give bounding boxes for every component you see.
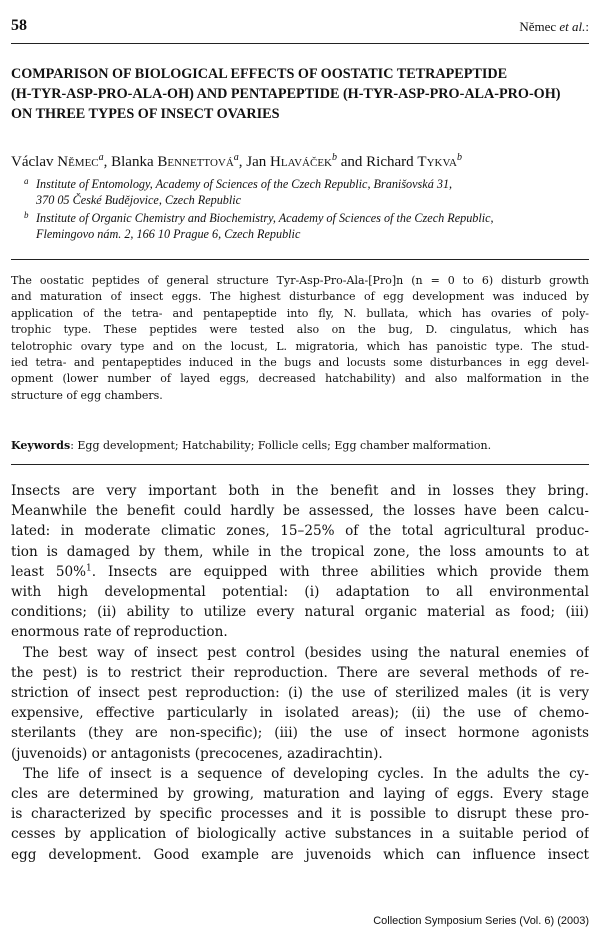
author-list: Václav Němec$^a$, Blanka Bennettová$^a$, Jan Hlaváček$^b$ and Richard Tykva$^b$ <box>11 152 462 170</box>
body-line: egg development. Good example are juvenoids which can influence insect <box>11 846 589 863</box>
author: Václav Němec$^a$ <box>11 152 104 170</box>
title-line: (H-TYR-ASP-PRO-ALA-OH) AND PENTAPEPTIDE (H-TYR-ASP-PRO-ALA-PRO-OH) <box>11 86 561 102</box>
body-line: lated: in moderate climatic zones, 15–25% of the total agricultural produc- <box>11 523 589 540</box>
abstract-line: and maturation of insect eggs. The highest disturbance of egg development was induced by <box>11 290 589 304</box>
abstract-line: opment (lower number of layed eggs, decreased hatchability) and also malformation in the <box>11 372 589 386</box>
body-line: tion is damaged by them, while in the tropical zone, the loss amounts to at <box>11 543 589 560</box>
body-line: the pest) is to restrict their reproduction. There are several methods of re- <box>11 664 589 681</box>
page-header <box>11 15 589 41</box>
body-line: (juvenoids) or antagonists (precocenes, azadirachtin). <box>11 745 383 762</box>
abstract-line: structure of egg chambers. <box>11 388 163 402</box>
header-rule <box>11 43 589 44</box>
abstract-line: ied tetra- and pentapeptides induced in the bugs and locusts some disturbances in egg devel- <box>11 356 589 370</box>
page-number: 58 <box>11 17 27 34</box>
abstract <box>11 273 589 404</box>
body-line: striction of insect pest reproduction: (i) the use of sterilized males (it is very <box>11 685 589 702</box>
abstract-line: trophic type. These peptides were tested also on the bug, D. cingulatus, which has <box>11 323 589 337</box>
body-line: The life of insect is a sequence of developing cycles. In the adults the cy- <box>23 765 589 782</box>
abstract-line: telotrophic ovary type and on the locust, L. migratoria, which has panoistic type. The stud- <box>11 339 589 353</box>
abstract-line: The oostatic peptides of general structure Tyr-Asp-Pro-Ala-[Pro]n (n = 0 to 6) disturb growth <box>11 274 589 287</box>
body-line: Meanwhile the benefit could hardly be assessed, the losses have been calcu- <box>11 503 589 520</box>
body-line: conditions; (ii) ability to utilize every natural organic material as food; (iii) <box>11 604 589 621</box>
title-line: ON THREE TYPES OF INSECT OVARIES <box>11 106 280 122</box>
author: Blanka Bennettová$^a$ <box>111 152 239 170</box>
keywords: Keywords: Egg development; Hatchability; Follicle cells; Egg chamber malformation. <box>11 439 492 452</box>
body-text <box>11 481 589 865</box>
abstract-line: application of the tetra- and pentapeptide into fly, N. bullata, which has ovaries of poly- <box>11 306 589 320</box>
affiliations <box>24 176 589 244</box>
reference-mark: 1 <box>86 563 92 574</box>
body-line: sterilants (they are non-specific); (iii) the use of insect hormone agonists <box>11 725 589 742</box>
author: Richard Tykva$^b$ <box>366 152 462 170</box>
body-line: cles are determined by growing, maturation and laying of eggs. Every stage <box>11 786 589 803</box>
author: Jan Hlaváček$^b$ <box>246 152 337 170</box>
body-line: Insects are very important both in the benefit and in losses they bring. <box>11 483 589 499</box>
body-line: The best way of insect pest control (besides using the natural enemies of <box>23 644 589 661</box>
page-footer: Collection Symposium Series (Vol. 6) (2003) <box>373 915 589 927</box>
affiliation: b Institute of Organic Chemistry and Biochemistry, Academy of Sciences of the Czech Republic, Flemingovo nám. 2, 166 10 Prague 6, Czech Republic <box>24 210 494 241</box>
article-title <box>11 64 589 124</box>
body-line: enormous rate of reproduction. <box>11 624 228 641</box>
body-line: least 50%$^1$. Insects are equipped with three abilities which provide them <box>11 563 589 580</box>
abstract-top-rule <box>11 259 589 260</box>
title-line: COMPARISON OF BIOLOGICAL EFFECTS OF OOSTATIC TETRAPEPTIDE <box>11 66 508 82</box>
abstract-bottom-rule <box>11 464 589 465</box>
body-line: cesses by application of biologically active substances in a suitable period of <box>11 826 589 843</box>
body-line: expensive, effective particularly in isolated areas); (ii) the use of chemo- <box>11 705 589 722</box>
body-line: is characterized by specific processes and it is possible to disrupt these pro- <box>11 806 589 823</box>
affiliation: a Institute of Entomology, Academy of Sciences of the Czech Republic, Branišovská 31, 370 05 České Budějovice, Czech Republic <box>24 176 453 207</box>
running-head: Němec et al.: <box>519 19 589 34</box>
body-line: with high developmental potential: (i) adaptation to all environmental <box>11 584 589 601</box>
